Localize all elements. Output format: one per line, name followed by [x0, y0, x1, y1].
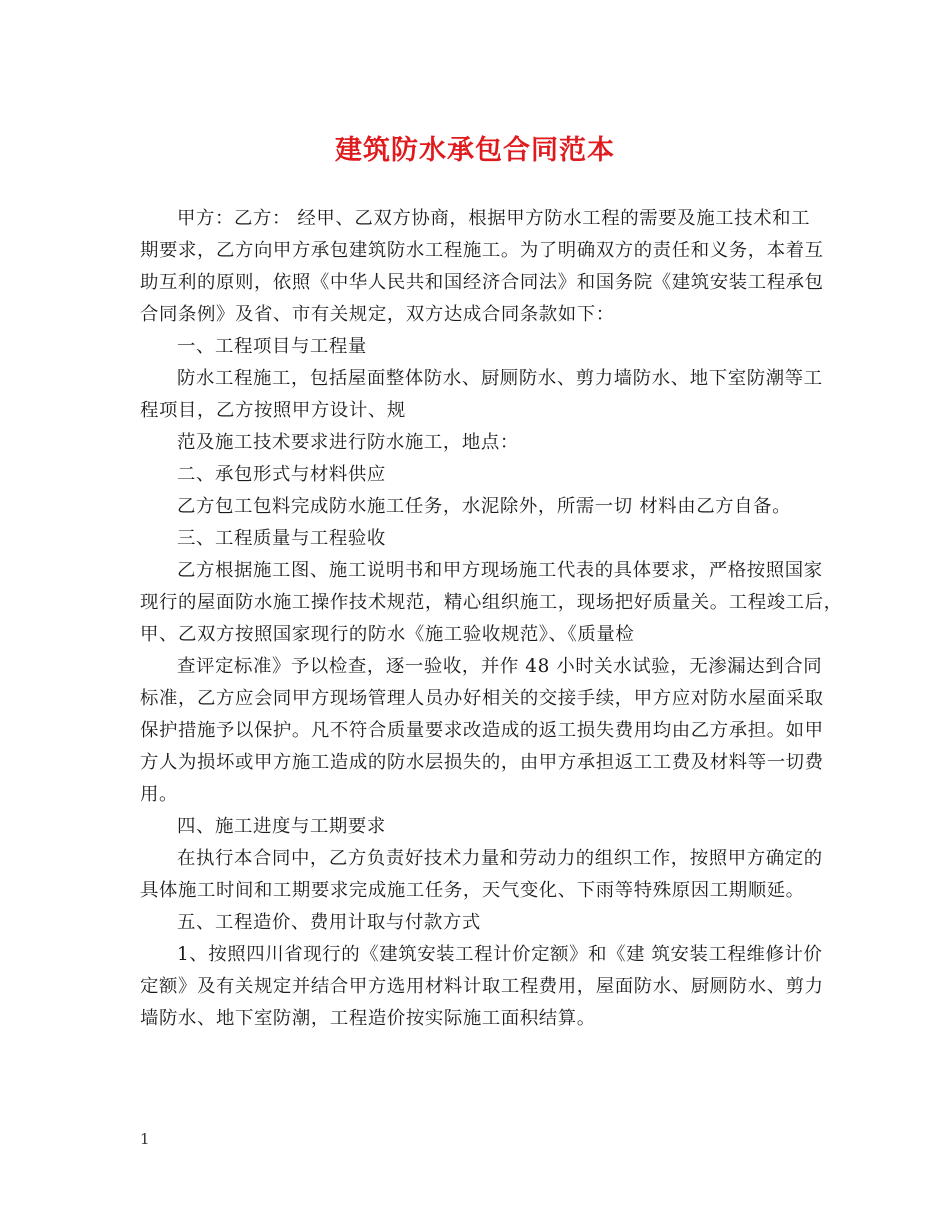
paragraph-line: 具体施工时间和工期要求完成施工任务，天气变化、下雨等特殊原因工期顺延。	[140, 880, 805, 901]
paragraph-line: 方人为损坏或甲方施工造成的防水层损失的，由甲方承担返工工费及材料等一切费	[140, 752, 824, 773]
paragraph-line: 保护措施予以保护。凡不符合质量要求改造成的返工损失费用均由乙方承担。如甲	[140, 720, 824, 741]
paragraph-line: 甲、乙双方按照国家现行的防水《施工验收规范》、《质量检	[140, 624, 635, 645]
paragraph-line: 二、承包形式与材料供应	[177, 464, 386, 485]
document-body	[140, 203, 843, 1035]
paragraph-line: 防水工程施工，包括屋面整体防水、厨厕防水、剪力墙防水、地下室防潮等工	[177, 368, 823, 389]
paragraph-line: 查评定标准》予以检查，逐一验收，并作 48 小时关水试验，无渗漏达到合同	[177, 656, 823, 677]
paragraph-line: 合同条例》及省、市有关规定，双方达成合同条款如下：	[140, 304, 615, 325]
paragraph-line: 一、工程项目与工程量	[177, 336, 367, 357]
paragraph-line: 三、工程质量与工程验收	[177, 528, 386, 549]
page-number: 1	[140, 1130, 150, 1148]
paragraph-line: 1、按照四川省现行的《建筑安装工程计价定额》和《建 筑安装工程维修计价	[177, 944, 823, 965]
paragraph-line: 乙方根据施工图、施工说明书和甲方现场施工代表的具体要求，严格按照国家	[177, 560, 823, 581]
paragraph-line: 用。	[140, 784, 178, 805]
paragraph-line: 乙方包工包料完成防水施工任务，水泥除外，所需一切 材料由乙方自备。	[177, 496, 792, 517]
paragraph-line: 现行的屋面防水施工操作技术规范，精心组织施工，现场把好质量关。工程竣工后，	[140, 592, 843, 613]
paragraph-line: 墙防水、地下室防潮，工程造价按实际施工面积结算。	[140, 1008, 596, 1029]
paragraph-line: 程项目，乙方按照甲方设计、规	[140, 400, 406, 421]
paragraph-line: 定额》及有关规定并结合甲方选用材料计取工程费用，屋面防水、厨厕防水、剪力	[140, 976, 824, 997]
paragraph-line: 助互利的原则，依照《中华人民共和国经济合同法》和国务院《建筑安装工程承包	[140, 272, 824, 293]
paragraph-line: 四、施工进度与工期要求	[177, 816, 386, 837]
document-title: 建筑防水承包合同范本	[335, 135, 615, 166]
paragraph-line: 在执行本合同中，乙方负责好技术力量和劳动力的组织工作，按照甲方确定的	[177, 848, 823, 869]
paragraph-line: 范及施工技术要求进行防水施工，地点：	[177, 432, 519, 453]
paragraph-line: 五、工程造价、费用计取与付款方式	[177, 912, 481, 933]
paragraph-line: 甲方：乙方： 经甲、乙双方协商，根据甲方防水工程的需要及施工技术和工	[177, 208, 811, 229]
paragraph-line: 标准，乙方应会同甲方现场管理人员办好相关的交接手续，甲方应对防水屋面采取	[140, 688, 824, 709]
paragraph-line: 期要求，乙方向甲方承包建筑防水工程施工。为了明确双方的责任和义务，本着互	[140, 240, 824, 261]
